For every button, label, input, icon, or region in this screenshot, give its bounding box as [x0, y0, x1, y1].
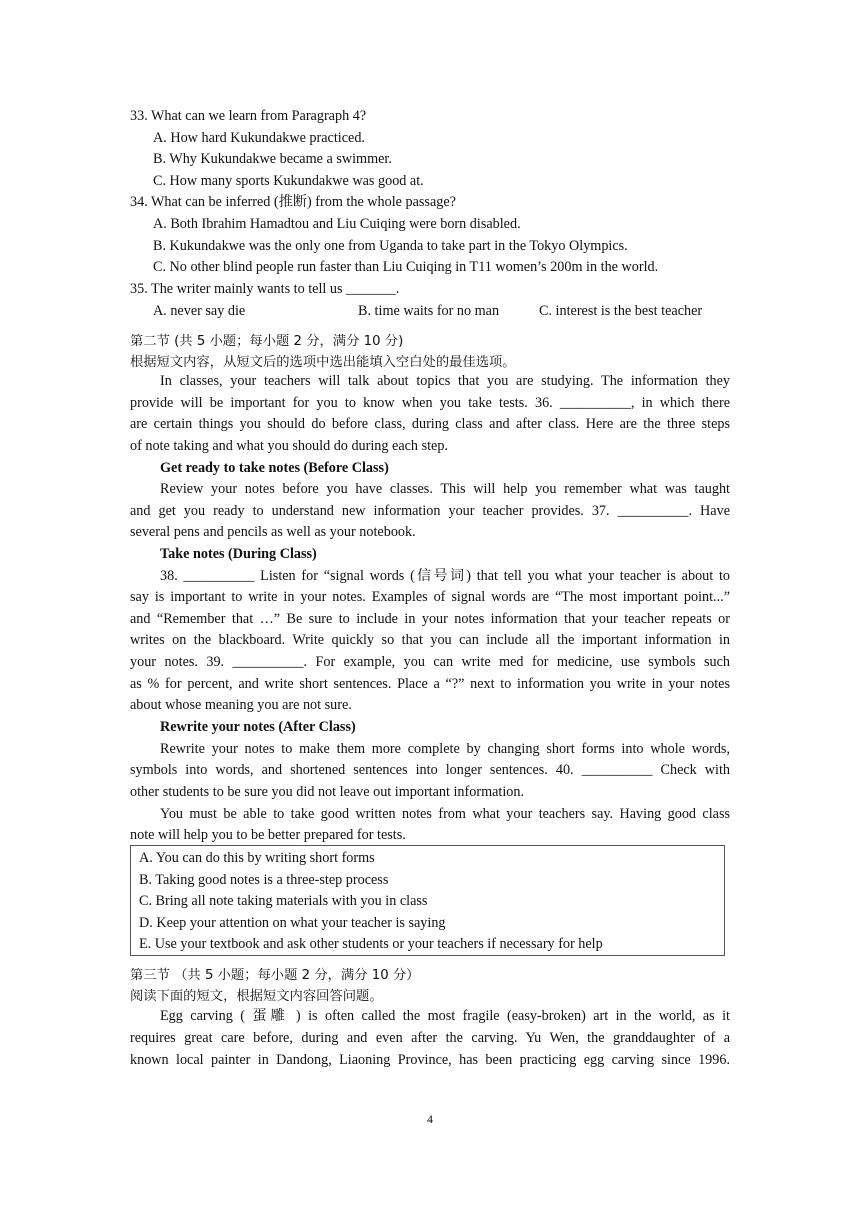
- option-c: C. Bring all note taking materials with you in class: [139, 893, 428, 909]
- s2-subheading-during-class: Take notes (During Class): [160, 546, 317, 562]
- question-33: 33. What can we learn from Paragraph 4?: [130, 108, 367, 124]
- s2-subheading-before-class: Get ready to take notes (Before Class): [160, 460, 389, 476]
- s2-p5-line1: You must be able to take good written notes from what your teachers say. Having good class: [160, 806, 730, 822]
- q33-option-a: A. How hard Kukundakwe practiced.: [153, 130, 365, 146]
- s2-p5-line2: note will help you to be better prepared for tests.: [130, 827, 406, 843]
- s2-p3-line1: 38. __________ Listen for “signal words (信号词) that tell you what your teacher is about to: [160, 568, 730, 584]
- q34-option-a: A. Both Ibrahim Hamadtou and Liu Cuiqing were born disabled.: [153, 216, 521, 232]
- s2-p2-line2: and get you ready to understand new information your teacher provides. 37. __________. Have: [130, 503, 730, 519]
- s2-p1-line3: are certain things you should do before class, during class and after class. Here are the three steps: [130, 416, 730, 432]
- q33-option-b: B. Why Kukundakwe became a swimmer.: [153, 151, 392, 167]
- option-b: B. Taking good notes is a three-step process: [139, 872, 389, 888]
- s3-p1-line2: requires great care before, during and even after the carving. Yu Wen, the granddaughter of a: [130, 1030, 730, 1046]
- q34-option-b: B. Kukundakwe was the only one from Uganda to take part in the Tokyo Olympics.: [153, 238, 628, 254]
- s2-p3-line6: as % for percent, and write short sentences. Place a “?” next to information you write in your notes: [130, 676, 730, 692]
- s2-p2-line3: several pens and pencils as well as your notebook.: [130, 524, 416, 540]
- question-34: 34. What can be inferred (推断) from the whole passage?: [130, 194, 456, 210]
- s3-p1-line3: known local painter in Dandong, Liaoning Province, has been practicing egg carving since 1996.: [130, 1052, 730, 1068]
- q35-options: [130, 301, 730, 323]
- s2-p4-line3: other students to be sure you did not leave out important information.: [130, 784, 525, 800]
- section2-heading: 第二节 (共 5 小题；每小题 2 分，满分 10 分): [130, 334, 404, 349]
- section2-instruction: 根据短文内容，从短文后的选项中选出能填入空白处的最佳选项。: [130, 355, 516, 370]
- section3-heading: 第三节 （共 5 小题；每小题 2 分，满分 10 分）: [130, 968, 420, 983]
- q35-option-c: C. interest is the best teacher: [539, 303, 703, 319]
- s2-p1-line2: provide will be important for you to know when you take tests. 36. __________, in which there: [130, 395, 730, 411]
- option-e: E. Use your textbook and ask other students or your teachers if necessary for help: [139, 936, 603, 952]
- s2-p3-line7: about whose meaning you are not sure.: [130, 697, 352, 713]
- s2-p4-line1: Rewrite your notes to make them more complete by changing short forms into whole words,: [160, 741, 730, 757]
- q35-option-b: B. time waits for no man: [358, 303, 500, 319]
- option-a: A. You can do this by writing short forms: [139, 850, 375, 866]
- s2-p1-line1: In classes, your teachers will talk about topics that you are studying. The information they: [160, 373, 730, 389]
- s2-p3-line3: and “Remember that …” Be sure to include in your notes information that your teacher repeats or: [130, 611, 730, 627]
- section3-instruction: 阅读下面的短文，根据短文内容回答问题。: [130, 989, 383, 1004]
- s2-p3-line2: say is important to write in your notes. Examples of signal words are “The most important point...”: [130, 589, 730, 605]
- s2-subheading-after-class: Rewrite your notes (After Class): [160, 719, 356, 735]
- s2-p4-line2: symbols into words, and shortened sentences into longer sentences. 40. __________ Check with: [130, 762, 730, 778]
- s2-p1-line4: of note taking and what you should do during each step.: [130, 438, 448, 454]
- q33-option-c: C. How many sports Kukundakwe was good at.: [153, 173, 424, 189]
- s2-p3-line4: writes on the blackboard. Write quickly so that you can include all the important information in: [130, 632, 730, 648]
- q35-option-a: A. never say die: [153, 303, 246, 319]
- question-35: 35. The writer mainly wants to tell us _______.: [130, 281, 400, 297]
- options-box: [130, 845, 725, 956]
- page-number: 4: [427, 1112, 433, 1126]
- s2-p2-line1: Review your notes before you have classes. This will help you remember what was taught: [160, 481, 730, 497]
- s3-p1-line1: Egg carving ( 蛋雕 ) is often called the most fragile (easy-broken) art in the world, as it: [160, 1008, 730, 1024]
- s2-p3-line5: your notes. 39. __________. For example, you can write med for medicine, use symbols such: [130, 654, 730, 670]
- option-d: D. Keep your attention on what your teacher is saying: [139, 915, 446, 931]
- q34-option-c: C. No other blind people run faster than Liu Cuiqing in T11 women’s 200m in the world.: [153, 259, 659, 275]
